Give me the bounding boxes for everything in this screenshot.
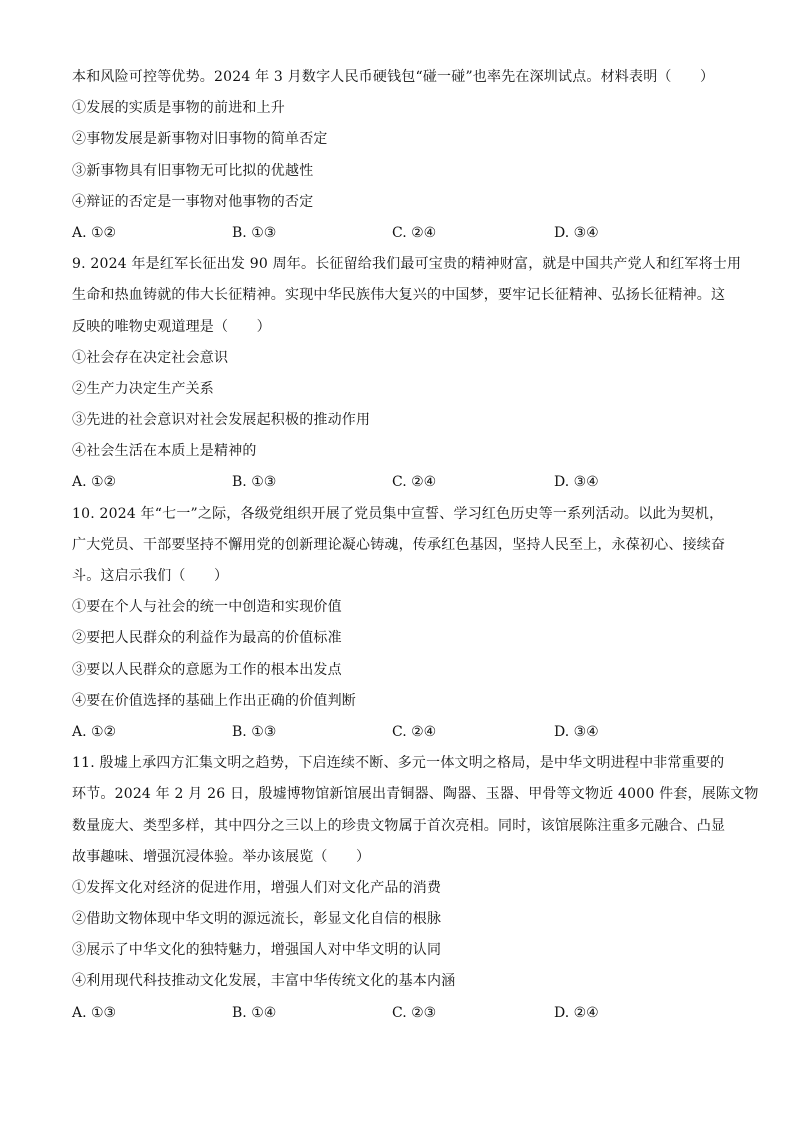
option-d: D. ③④ [554,474,599,491]
option-a: A. ①② [72,474,117,491]
statement-item: ④要在价值选择的基础上作出正确的价值判断 [72,692,356,709]
option-c: C. ②④ [392,224,437,241]
answer-options [72,218,722,249]
statement-item: ①要在个人与社会的统一中创造和实现价值 [72,599,342,616]
answer-options [72,717,722,748]
question-8 [72,62,722,249]
answer-options [72,467,722,498]
option-d: D. ③④ [554,723,599,740]
answer-options [72,998,722,1029]
exam-page [72,62,759,1029]
statement-item: ④利用现代科技推动文化发展，丰富中华传统文化的基本内涵 [72,973,456,990]
option-b: B. ①③ [232,474,277,491]
option-b: B. ①③ [232,723,277,740]
question-stem-line: 本和风险可控等优势。2024 年 3 月数字人民币硬钱包“碰一碰”也率先在深圳试点。材料表明（ ） [72,69,715,85]
statement-item: ②事物发展是新事物对旧事物的简单否定 [72,131,328,148]
statement-item: ②要把人民群众的利益作为最高的价值标准 [72,630,342,647]
question-stem-line: 环节。2024 年 2 月 26 日，殷墟博物馆新馆展出青铜器、陶器、玉器、甲骨等文物近 4000 件套，展陈文物 [72,786,759,803]
question-10 [72,499,726,749]
question-stem-line: 11. 殷墟上承四方汇集文明之趋势，下启连续不断、多元一体文明之格局，是中华文明进程中非常重要的 [72,755,725,772]
option-c: C. ②④ [392,474,437,491]
question-11 [72,748,759,1029]
statement-item: ③新事物具有旧事物无可比拟的优越性 [72,162,314,179]
question-stem-line: 数量庞大、类型多样，其中四分之三以上的珍贵文物属于首次亮相。同时，该馆展陈注重多元融合、凸显 [72,817,726,834]
statement-item: ①发挥文化对经济的促进作用，增强人们对文化产品的消费 [72,879,442,896]
question-stem-line: 10. 2024 年“七一”之际，各级党组织开展了党员集中宣誓、学习红色历史等一系列活动。以此为契机， [72,505,724,522]
option-b: B. ①④ [232,1004,277,1021]
question-stem-line: 生命和热血铸就的伟大长征精神。实现中华民族伟大复兴的中国梦，要牢记长征精神、弘扬长征精神。这 [72,287,726,304]
statement-item: ②生产力决定生产关系 [72,380,214,397]
question-stem-line: 故事趣味、增强沉浸体验。举办该展览（ ） [72,848,371,865]
statement-item: ③先进的社会意识对社会发展起积极的推动作用 [72,412,371,429]
question-stem-line: 9. 2024 年是红军长征出发 90 周年。长征留给我们最可宝贵的精神财富，就是中国共产党人和红军将士用 [72,256,742,273]
statement-item: ④辩证的否定是一事物对他事物的否定 [72,193,314,210]
statement-item: ①发展的实质是事物的前进和上升 [72,100,285,117]
option-a: A. ①② [72,723,117,740]
statement-item: ④社会生活在本质上是精神的 [72,443,257,460]
question-stem-line: 反映的唯物史观道理是（ ） [72,318,271,335]
option-d: D. ②④ [554,1004,599,1021]
question-stem-line: 斗。这启示我们（ ） [72,568,229,584]
statement-item: ③展示了中华文化的独特魅力，增强国人对中华文明的认同 [72,942,442,959]
statement-item: ②借助文物体现中华文明的源远流长，彰显文化自信的根脉 [72,911,442,928]
option-d: D. ③④ [554,224,599,241]
option-c: C. ②③ [392,1004,437,1021]
option-c: C. ②④ [392,723,437,740]
option-a: A. ①③ [72,1004,117,1021]
option-a: A. ①② [72,224,117,241]
question-stem-line: 广大党员、干部要坚持不懈用党的创新理论凝心铸魂，传承红色基因，坚持人民至上，永葆初心、接续奋 [72,536,726,553]
option-b: B. ①③ [232,224,277,241]
statement-item: ①社会存在决定社会意识 [72,349,229,366]
question-9 [72,249,742,499]
statement-item: ③要以人民群众的意愿为工作的根本出发点 [72,661,342,678]
